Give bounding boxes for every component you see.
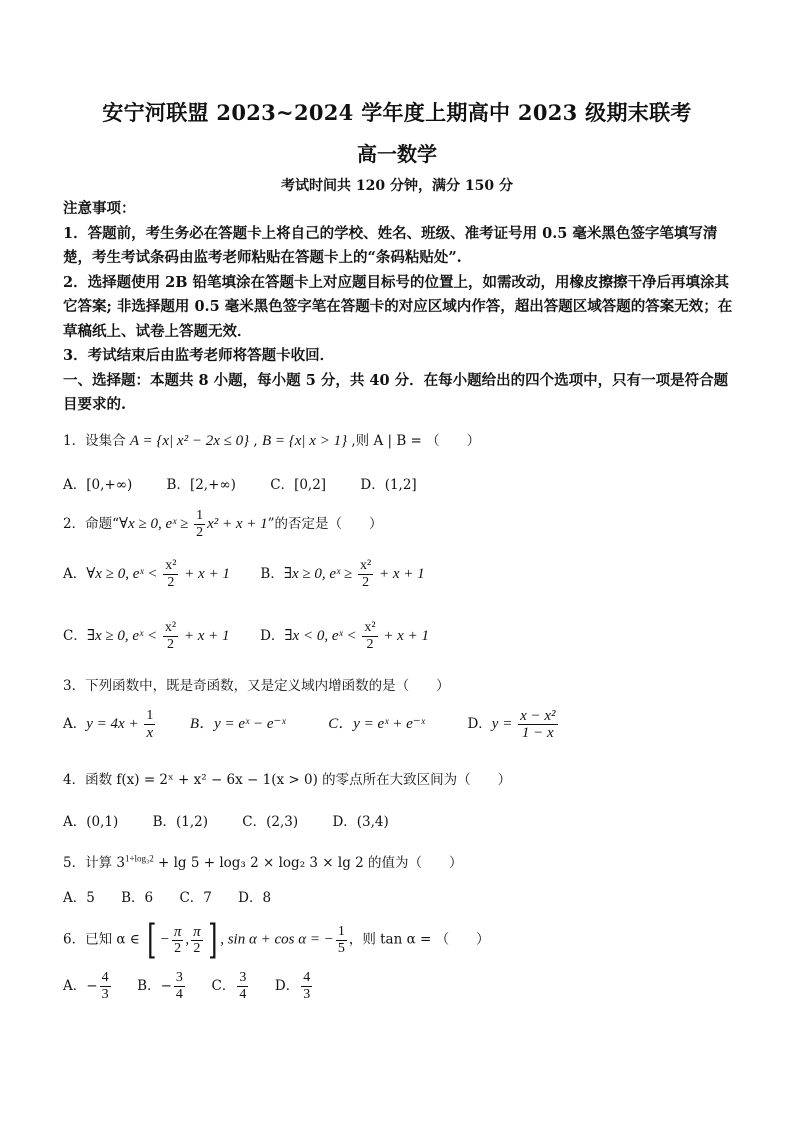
question-1-option-a: A．[0,+∞) <box>63 477 133 493</box>
question-1-option-b: B．[2,+∞) <box>166 477 236 493</box>
question-2-option-d: D．∃x < 0, eˣ < $\frac{\text{x²}}{2}$ + x + 1 <box>260 620 429 652</box>
question-2-options-ab <box>63 558 738 591</box>
question-3-option-c: C．y = eˣ + e⁻ˣ <box>328 716 425 732</box>
question-2-options-cd <box>63 620 738 653</box>
question-6-stem: 6．已知 α ∈ [ − $\frac{\pi}{2}$ , $\frac{\pi}{2}$ ] , sin α + cos α = − $\frac{1}{5}$ ，则 tan α = （ ） <box>63 917 490 963</box>
question-6-option-d: D． $\frac{4}{3}$ <box>274 970 311 1002</box>
question-6-option-b: B．− $\frac{3}{4}$ <box>137 970 183 1002</box>
section-heading: 一、选择题：本题共 8 小题，每小题 5 分，共 40 分．在每小题给出的四个选项中，只有一项是符合题目要求的. <box>63 371 729 413</box>
question-3-option-d: D．y = $\frac{\text{x − x²}}{1 - x}$ <box>467 708 556 741</box>
question-2-option-a: A．∀x ≥ 0, eˣ < $\frac{\text{x²}}{2}$ + x + 1 <box>63 558 230 590</box>
question-1-option-d: D．(1,2] <box>360 477 417 493</box>
notes-item-3: 3．考试结束后由监考老师将答题卡收回． <box>63 347 335 364</box>
question-6-options <box>63 970 738 1003</box>
exam-info: 考试时间共 120 分钟，满分 150 分 <box>281 178 513 194</box>
question-1-option-c: C．[0,2] <box>270 477 327 493</box>
question-2-option-b: B．∃x ≥ 0, eˣ ≥ $\frac{\text{x²}}{2}$ + x + 1 <box>260 558 425 590</box>
question-5-option-b: B．6 <box>121 890 154 906</box>
notes-item-1: 1．答题前，考生务必在答题卡上将自己的学校、姓名、班级、准考证号用 0.5 毫米黑色签字笔填写清楚，考生考试条码由监考老师粘贴在答题卡上的“条码粘贴处”. <box>63 224 718 266</box>
notes-item-2: 2．选择题使用 2B 铅笔填涂在答题卡上对应题目标号的位置上，如需改动，用橡皮擦擦干净后再填涂其它答案; 非选择题用 0.5 毫米黑色签字笔在答题卡的对应区域内作答，超出答题区域答题的答案无效；在草稿纸上、试卷上答题无效． <box>63 273 733 340</box>
question-6-option-a: A．− $\frac{4}{3}$ <box>63 970 109 1002</box>
question-5-option-c: C．7 <box>179 890 212 906</box>
question-3-options <box>63 708 738 741</box>
question-4-options <box>63 810 738 830</box>
exam-subject: 高一数学 <box>357 142 437 166</box>
question-3-option-a: A．y = 4x + $\frac{1}{x}$ <box>63 708 154 741</box>
exam-title: 安宁河联盟 2023~2024 学年度上期高中 2023 级期末联考 <box>102 100 692 125</box>
question-3-option-b: B．y = eˣ − e⁻ˣ <box>189 716 286 732</box>
question-4-option-a: A．(0,1) <box>63 814 119 830</box>
question-4-option-c: C．(2,3) <box>242 814 299 830</box>
question-4-option-b: B．(1,2) <box>152 814 208 830</box>
question-2-option-c: C．∃x ≥ 0, eˣ < $\frac{\text{x²}}{2}$ + x + 1 <box>63 620 230 652</box>
question-4-option-d: D．(3,4) <box>332 814 389 830</box>
question-5-option-a: A．5 <box>63 890 95 906</box>
notes-section <box>63 197 738 418</box>
question-5-stem: 5．计算 $3^{1+log_32} + \lg 5 + \log_3$ 2 × log₂ 3 × lg 2 的值为（ ） <box>63 853 463 871</box>
question-2-stem: 2．命题“∀x ≥ 0, eˣ ≥ $\frac{1}{2}$ x² + x + 1”的否定是（ ） <box>63 508 383 540</box>
question-1-stem: 1．设集合 A = {x| x² − 2x ≤ 0} , B = {x| x > 1} ,则 A | B = （ ） <box>63 433 481 449</box>
notes-heading: 注意事项： <box>63 200 136 217</box>
question-6-option-c: C． $\frac{3}{4}$ <box>211 970 247 1002</box>
question-3-stem: 3．下列函数中，既是奇函数，又是定义域内增函数的是（ ） <box>63 678 450 694</box>
question-5-option-d: D．8 <box>238 890 272 906</box>
question-4-stem: 4．函数 f(x) = 2ˣ + x² − 6x − 1(x > 0) 的零点所在大致区间为（ ） <box>63 772 512 788</box>
question-5-options <box>63 886 738 906</box>
question-1-options <box>63 473 738 493</box>
fraction-one-half: $\frac{1}{2}$ <box>196 508 204 540</box>
